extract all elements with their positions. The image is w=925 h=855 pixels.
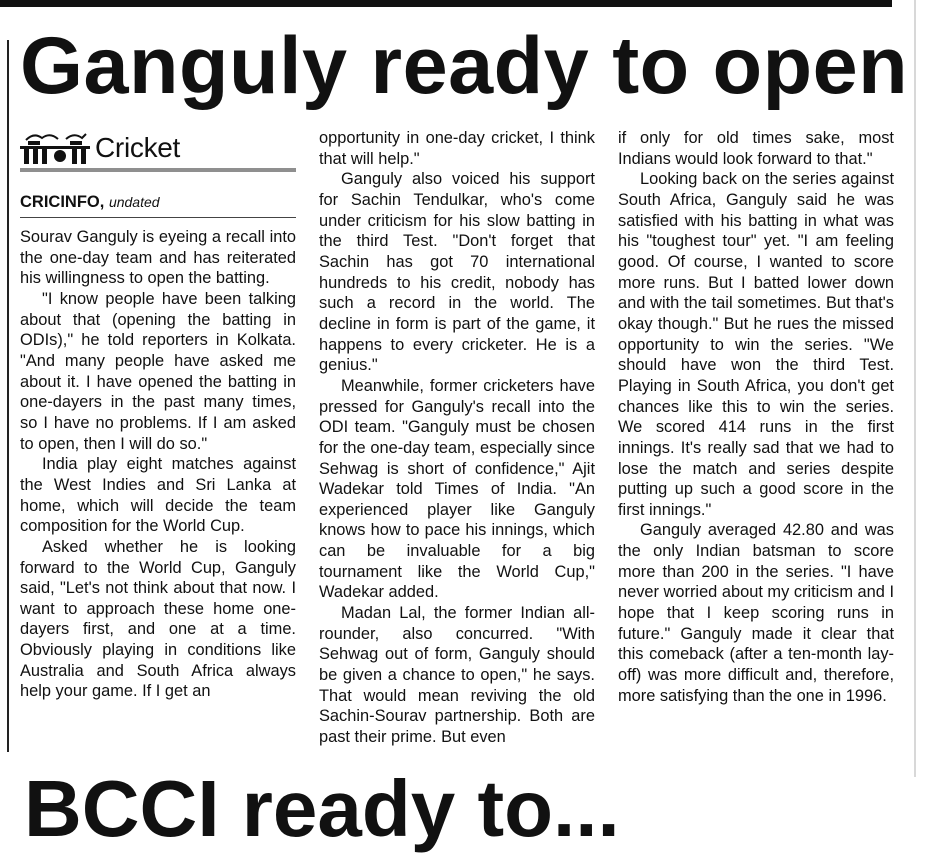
byline-source: CRICINFO,	[20, 193, 105, 211]
byline	[20, 192, 296, 213]
article-column-2	[319, 128, 595, 748]
column-rule-left	[7, 40, 9, 752]
paragraph: Madan Lal, the former Indian all-rounder, also concurred. "With Sehwag out of form, Ganguly should be given a chance to open," he says. That would mean reviving the old Sachin-Sourav partnership. Both are past their prime. But even	[319, 604, 595, 747]
paragraph: India play eight matches against the West Indies and Sri Lanka at home, which will decide the team composition for the World Cup.	[20, 455, 296, 536]
paragraph: "I know people have been talking about that (opening the batting in ODIs)," he told reporters in Kolkata. "And many people have asked me about it. I have opened the batting in one-dayers in the past many times, so I have no problems. If I am asked to open, then I will do so."	[20, 289, 296, 453]
section-bar	[20, 168, 296, 172]
paragraph: Sourav Ganguly is eyeing a recall into the one-day team and has reiterated his willingness to open the batting.	[20, 228, 296, 288]
cricket-stumps-icon	[20, 130, 90, 164]
article-column-3	[618, 128, 894, 706]
paragraph: if only for old times sake, most Indians would look forward to that."	[618, 129, 894, 168]
paragraph: Meanwhile, former cricketers have pressed for Ganguly's recall into the ODI team. "Ganguly must be chosen for the one-day team, especially since Sehwag is short of confidence," Ajit Wadekar told Times of India. "An experienced player like Ganguly knows how to pace his innings, which can be invaluable for a big tournament like the World Cup," Wadekar added.	[319, 376, 595, 602]
top-rule	[0, 0, 892, 7]
paragraph: Ganguly also voiced his support for Sachin Tendulkar, who's come under criticism for his slow batting in the third Test. "Don't forget that Sachin has got 70 international hundreds to his credit, nobody has such a record in the world. The decline in form is part of the game, it happens to every cricketer. He is a genius."	[319, 170, 595, 375]
paragraph: opportunity in one-day cricket, I think that will help."	[319, 129, 595, 168]
byline-date: undated	[108, 194, 160, 210]
paragraph: Ganguly averaged 42.80 and was the only Indian batsman to score more than 200 in the series. "I have never worried about my criticism and I hope that I keep scoring runs in future." Ganguly made it clear that this comeback (after a ten-month lay-off) was more difficult and, therefore, more satisfying than the one in 1996.	[618, 521, 895, 705]
paragraph: Asked whether he is looking forward to the World Cup, Ganguly said, "Let's not think about that now. I want to approach these home one-dayers first, and one at a time. Obviously playing in conditions like Australia and South Africa always help your game. If I get an	[20, 537, 296, 701]
page-edge-right	[914, 0, 916, 777]
next-article-headline-partial	[24, 755, 904, 853]
article-column-1	[20, 128, 296, 702]
paragraph: Looking back on the series against South Africa, Ganguly said he was satisfied with his batting in what was his "toughest tour" yet. "I am feeling good. Of course, I wanted to score more runs. But I batted lower down and with the tail sometimes. But that's okay though." But he rues the missed opportunity to win the series. "We should have won the third Test. Playing in South Africa, you don't get chances like this to win the series. We scored 414 runs in the first innings. It's really sad that we had to lose the match and series despite putting up such a good score in the first innings."	[618, 170, 894, 519]
headline: Ganguly ready to open	[20, 21, 909, 111]
next-headline-text: BCCI ready to...	[24, 764, 620, 853]
section-name: Cricket	[95, 132, 181, 163]
section-logo	[20, 128, 296, 168]
byline-rule	[20, 217, 296, 218]
